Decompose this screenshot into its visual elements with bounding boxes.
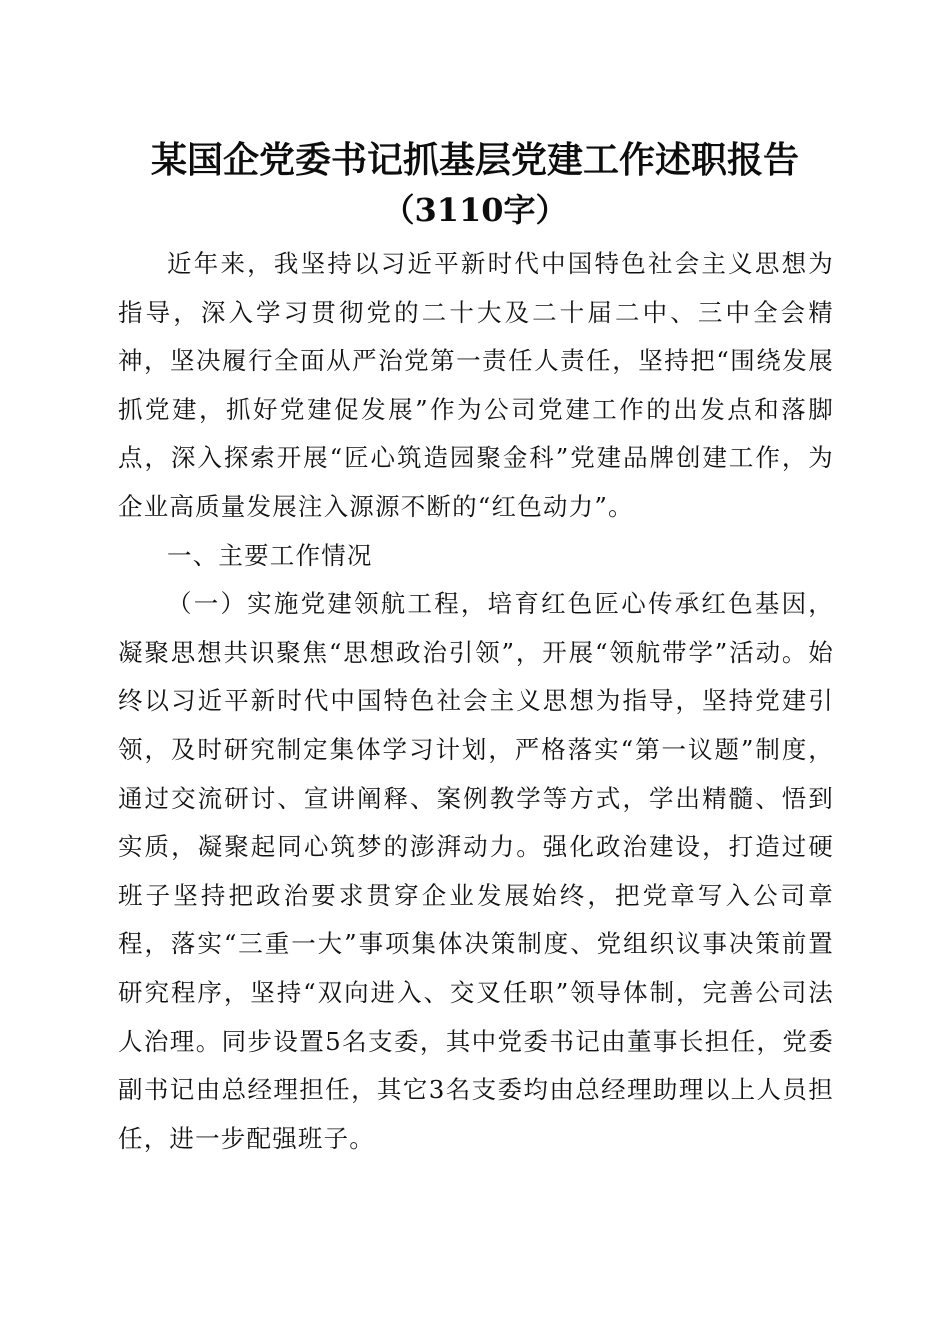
section-paragraph: （一）实施党建领航工程，培育红色匠心传承红色基因，凝聚思想共识聚焦“思想政治引领”，开展“领航带学”活动。始终以习近平新时代中国特色社会主义思想为指导，坚持党建引领，及时研究制定集体学习计划，严格落实“第一议题”制度，通过交流研讨、宣讲阐释、案例教学等方式，学出精髓、悟到实质，凝聚起同心筑梦的澎湃动力。强化政治建设，打造过硬班子坚持把政治要求贯穿企业发展始终，把党章写入公司章程，落实“三重一大”事项集体决策制度、党组织议事决策前置研究程序，坚持“双向进入、交叉任职”领导体制，完善公司法人治理。同步设置5名支委，其中党委书记由董事长担任，党委副书记由总经理担任，其它3名支委均由总经理助理以上人员担任，进一步配强班子。 [118,589,834,1153]
section-heading: 一、主要工作情况 [167,540,373,570]
document-subtitle: （3110字） [382,191,568,229]
intro-paragraph: 近年来，我坚持以习近平新时代中国特色社会主义思想为指导，深入学习贯彻党的二十大及二十届二中、三中全会精神，坚决履行全面从严治党第一责任人责任，坚持把“围绕发展抓党建，抓好党建促发展”作为公司党建工作的出发点和落脚点，深入探索开展“匠心筑造园聚金科”党建品牌创建工作，为企业高质量发展注入源源不断的“红色动力”。 [118,249,834,521]
document-body [118,240,834,1163]
document-title: 某国企党委书记抓基层党建工作述职报告 [150,139,799,181]
